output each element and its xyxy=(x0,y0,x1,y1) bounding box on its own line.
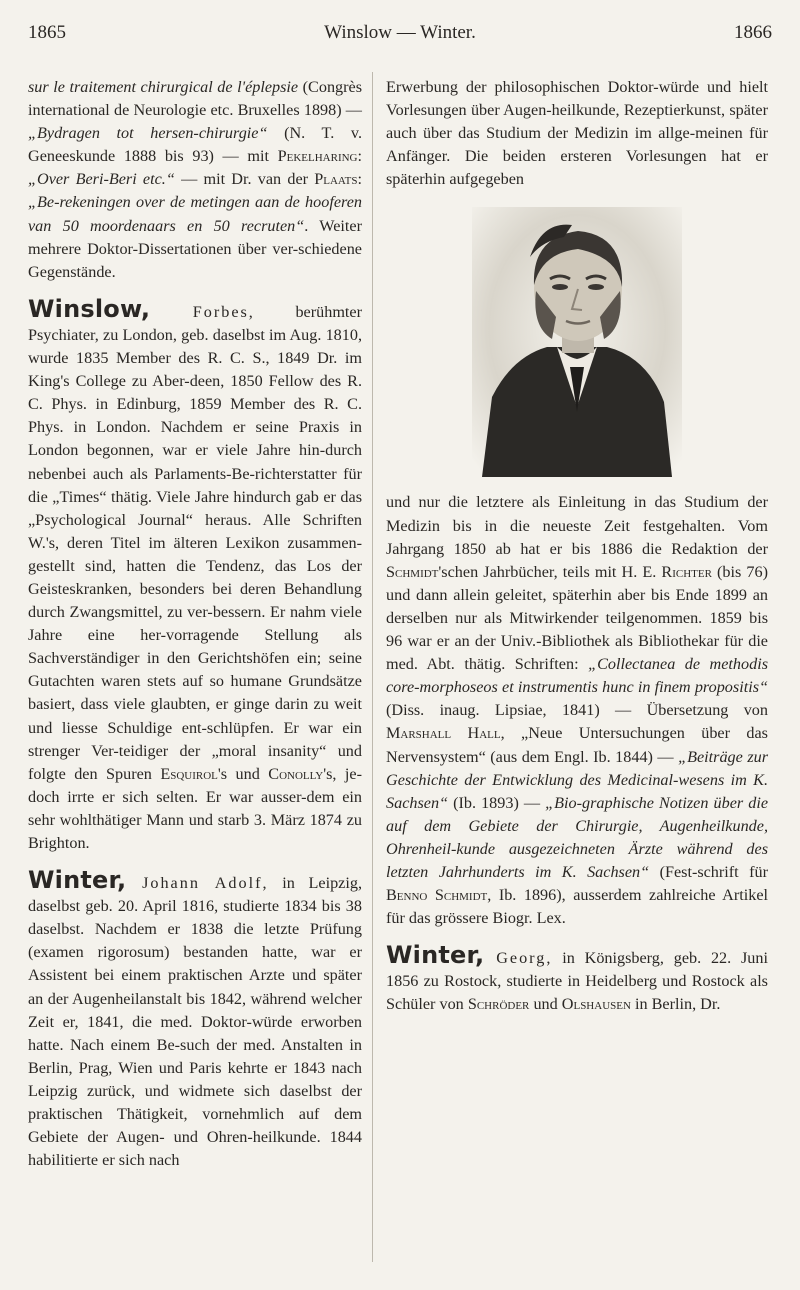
entry-name: Johann Adolf, xyxy=(126,874,269,893)
entry-name: Forbes, xyxy=(150,302,255,321)
entry-winter-johann: Winter, Johann Adolf, in Leipzig, daselbst geb. 20. April 1816, studierte 1834 bis 38 daselbst. Nachdem er 1838 die letzte Prüfung (examen rigorosum) bestanden hatte, war er Assistent bei einem praktischen Arzte und später an der Augenheilanstalt bis 1842, während welcher Zeit er, 1841, die med. Doktor-würde erworben hatte. Nach einem Be-such der med. Anstalten in Berlin, Prag, Wien und Paris kehrte er 1843 nach Leipzig zurück, und widmete sich daselbst der praktischen Thätigkeit, vornehmlich auf dem Gebiete der Augen- und Ohren-heilkunde. 1844 habilitierte er sich nach xyxy=(28,866,363,1170)
entry-heading: Winter, xyxy=(386,941,485,970)
entry-winslow: Winslow, Forbes, berühmter Psychiater, zu London, geb. daselbst im Aug. 1810, wurde 1835 Member des R. C. S., 1849 Dr. im King's College zu Aber-deen, 1850 Fellow des R. C. Phys. in Edinburg, 1859 Member des R. C. Phys. in London. Nachdem er seine Praxis in London begonnen, war er viele Jahre hin-durch nebenbei auch als Parlaments-Be-richterstatter für die „Times“ thätig. Viele Jahre hindurch gab er das „Psychological Journal“ heraus. Alle Schriften W.'s, deren Titel im älteren Lexikon zusammen-gestellt sind, hatten die Tendenz, das Los der Geisteskranken, besonders bei deren Behandlung durch Zwangsmittel, zu ver-bessern. Er nahm viele Jahre eine her-vorragende Stellung als Sachverständiger in den Gerichtshöfen ein; seine Gutachten waren stets auf so humane Grundsätze basiert, dass viele glaubten, er ginge darin zu weit und liesse Schuldige ent-schlüpfen. Er war ein strenger Ver-teidiger der „moral insanity“ und folgte den Spuren Esquirol's und Conolly's, je-doch irrte er sich selten. Er war ausser-dem ein sehr wohlthätiger Mann und starb 3. März 1874 zu Brighton. xyxy=(28,294,362,852)
left-column xyxy=(28,76,362,1172)
portrait-image xyxy=(472,207,682,477)
running-title: Winslow — Winter. xyxy=(324,22,476,43)
page-number-left: 1865 xyxy=(28,22,66,43)
page-number-right: 1866 xyxy=(734,22,772,43)
paragraph-continuation: sur le traitement chirurgical de l'éplepsie (Congrès international de Neurologie etc. Bruxelles 1898) — „Bydragen tot hersen-chirurgie“ (N. T. v. Geneeskunde 1888 bis 93) — mit Pekelharing: „Over Beri-Beri etc.“ — mit Dr. van der Plaats: „Be-rekeningen over de metingen aan de hooferen van 50 moordenaars en 50 recruten“. Weiter mehrere Doktor-Dissertationen über ver-schiedene Gegenstände. xyxy=(28,78,363,281)
entry-heading: Winter, xyxy=(28,866,127,895)
right-column xyxy=(386,76,768,1017)
column-divider xyxy=(372,72,373,1262)
entry-heading: Winslow, xyxy=(28,294,151,323)
entry-name: Georg, xyxy=(484,949,553,968)
paragraph-schriften: und nur die letztere als Einleitung in das Studium der Medizin bis in die neueste Zeit festgehalten. Vom Jahrgang 1850 ab hat er bis 1886 die Redaktion der Schmidt'schen Jahrbücher, teils mit H. E. Richter (bis 76) und dann allein geleitet, späterhin aber bis Ende 1899 an derselben nur als Mitwirkender teilgenommen. 1859 bis 96 war er an der Univ.-Bibliothek als Bibliothekar für die med. Abt. thätig. Schriften: „Collectanea de methodis core-morphoseos et instrumentis hunc in finem propositis“ (Diss. inaug. Lipsiae, 1841) — Übersetzung von Marshall Hall, „Neue Untersuchungen über das Nervensystem“ (aus dem Engl. Ib. 1844) — „Beiträge zur Geschichte der Entwicklung des Medicinal-wesens im K. Sachsen“ (Ib. 1893) — „Bio-graphische Notizen über die auf dem Gebiete der Chirurgie, Augenheilkunde, Ohrenheil-kunde ausgezeichneten Ärzte während des letzten Jahrhunderts im K. Sachsen“ (Fest-schrift für Benno Schmidt, Ib. 1896), ausserdem zahlreiche Artikel für das grössere Biogr. Lex. xyxy=(386,493,769,928)
page-header xyxy=(0,22,800,52)
entry-winter-georg: Winter, Georg, in Königsberg, geb. 22. Juni 1856 zu Rostock, studierte in Heidelberg und Rostock als Schüler von Schröder und Olshausen in Berlin, Dr. xyxy=(386,941,768,1014)
paragraph-continuation: Erwerbung der philosophischen Doktor-würde und hielt Vorlesungen über Augen-heilkunde, Rezeptierkunst, später auch über das Studium der Medizin im allge-meinen für Anfänger. Die beiden ersteren Vorlesungen hat er späterhin aufgegeben xyxy=(386,78,768,189)
